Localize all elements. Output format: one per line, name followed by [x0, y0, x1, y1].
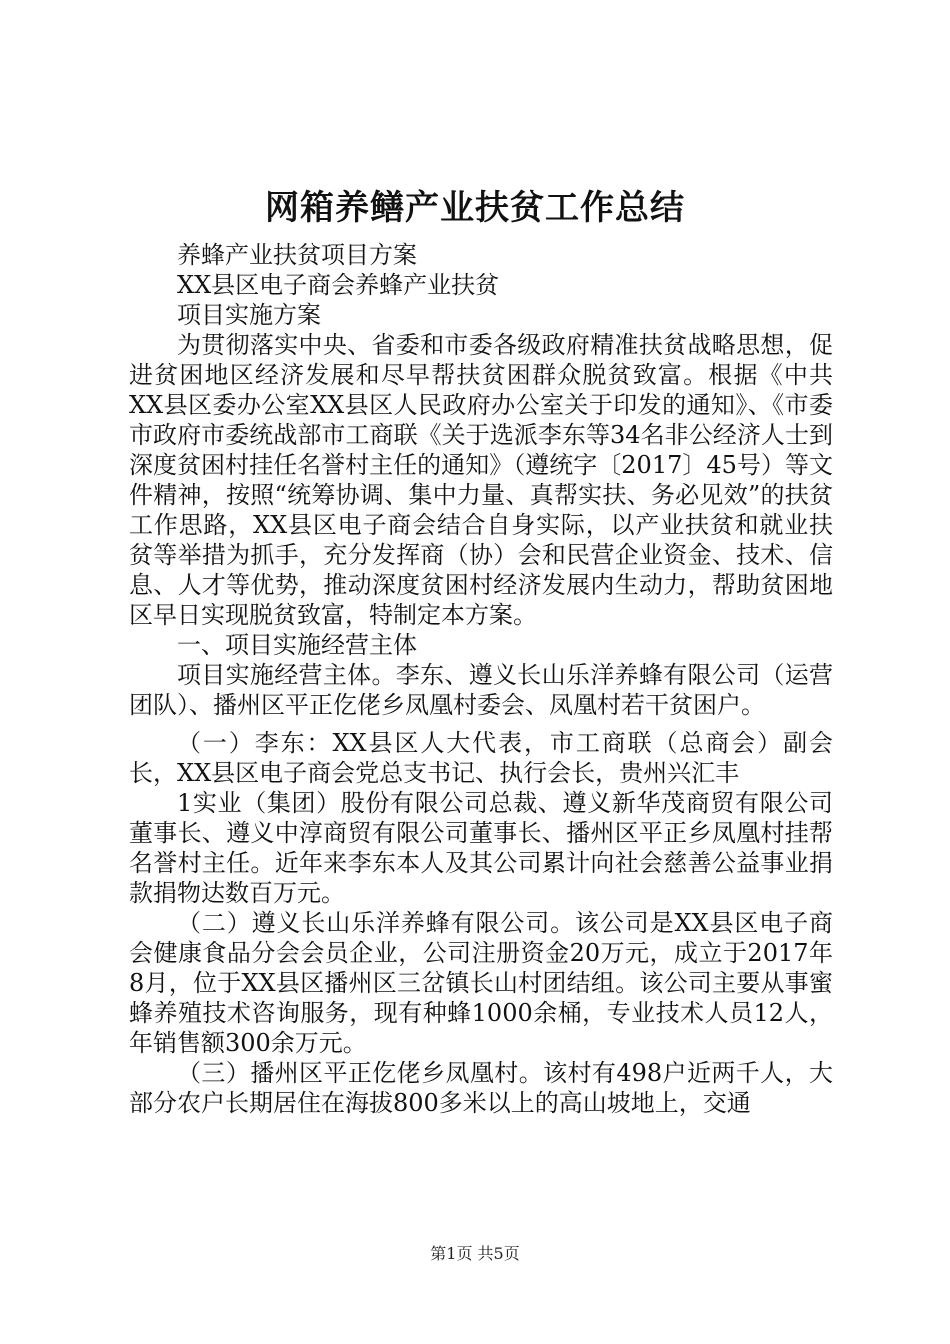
document-title: 网箱养鳝产业扶贫工作总结 [265, 188, 685, 228]
body-paragraph: （二）遵义长山乐洋养蜂有限公司。该公司是XX县区电子商会健康食品分会会员企业，公司注册资金20万元，成立于2017年8月，位于XX县区播州区三岔镇长山村团结组。该公司主要从事蜜蜂养殖技术咨询服务，现有种蜂1000余桶，专业技术人员12人，年销售额300余万元。 [129, 909, 833, 1057]
body-paragraph: （三）播州区平正仡佬乡凤凰村。该村有498户近两千人，大部分农户长期居住在海拔800多米以上的高山坡地上，交通 [129, 1059, 833, 1117]
subtitle-line: 项目实施方案 [177, 301, 321, 329]
section-heading: 一、项目实施经营主体 [177, 631, 417, 659]
subtitle-line: 养蜂产业扶贫项目方案 [177, 241, 417, 269]
subtitle-line: XX县区电子商会养蜂产业扶贫 [177, 271, 500, 299]
body-paragraph: （一）李东：XX县区人大代表，市工商联（总商会）副会长，XX县区电子商会党总支书记、执行会长，贵州兴汇丰 [129, 729, 833, 787]
body-paragraph: 1实业（集团）股份有限公司总裁、遵义新华茂商贸有限公司董事长、遵义中淳商贸有限公司董事长、播州区平正乡凤凰村挂帮名誉村主任。近年来李东本人及其公司累计向社会慈善公益事业捐款捐物达数百万元。 [129, 789, 833, 907]
body-paragraph: 项目实施经营主体。李东、遵义长山乐洋养蜂有限公司（运营团队）、播州区平正仡佬乡凤凰村委会、凤凰村若干贫困户。 [129, 661, 833, 719]
document-body [129, 240, 833, 1118]
page-number-footer: 第1页 共5页 [430, 1244, 520, 1263]
body-paragraph: 为贯彻落实中央、省委和市委各级政府精准扶贫战略思想，促进贫困地区经济发展和尽早帮扶贫困群众脱贫致富。根据《中共XX县区委办公室XX县区人民政府办公室关于印发的通知》、《市委市政府市委统战部市工商联《关于选派李东等34名非公经济人士到深度贫困村挂任名誉村主任的通知》（遵统字〔2017〕45号）等文件精神，按照“统筹协调、集中力量、真帮实扶、务必见效”的扶贫工作思路，XX县区电子商会结合自身实际，以产业扶贫和就业扶贫等举措为抓手，充分发挥商（协）会和民营企业资金、技术、信息、人才等优势，推动深度贫困村经济发展内生动力，帮助贫困地区早日实现脱贫致富，特制定本方案。 [129, 331, 833, 629]
